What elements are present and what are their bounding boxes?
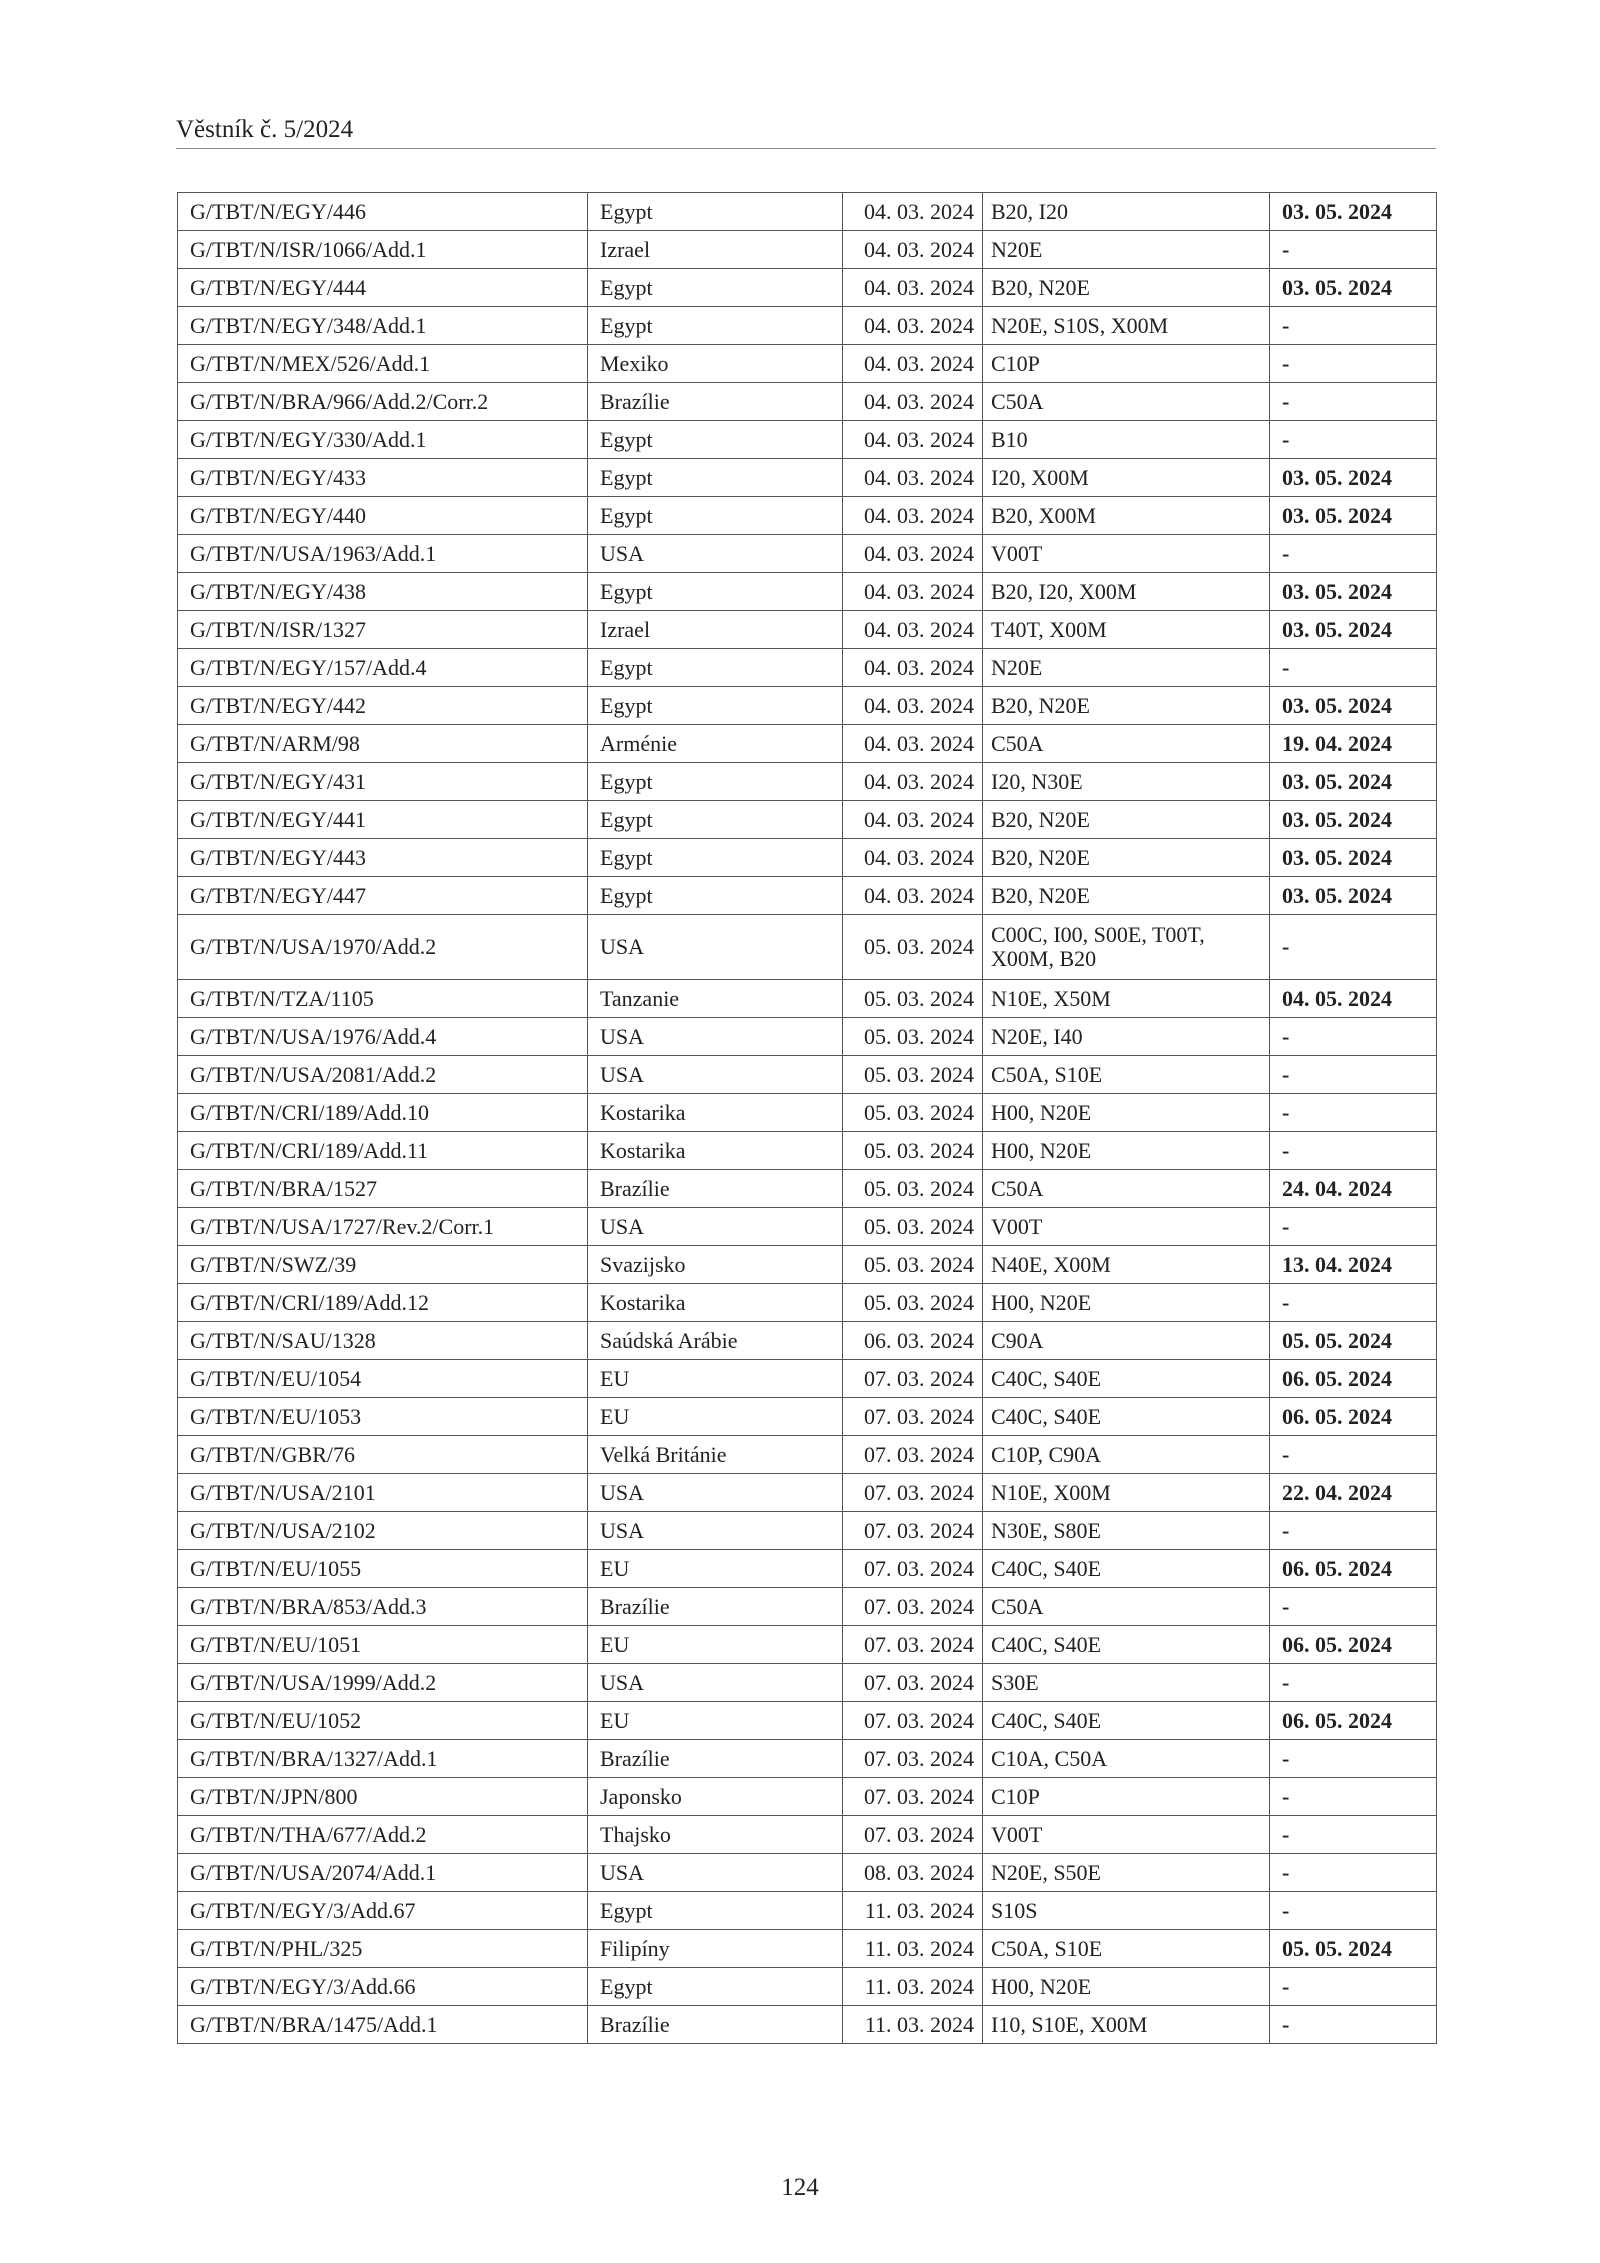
notification-code-cell: G/TBT/N/EU/1051 — [178, 1626, 588, 1664]
comment-deadline-cell: - — [1270, 1132, 1437, 1170]
comment-deadline-cell: 19. 04. 2024 — [1270, 725, 1437, 763]
ics-codes-cell: C10A, C50A — [983, 1740, 1270, 1778]
comment-deadline-cell: - — [1270, 1588, 1437, 1626]
notification-code-cell: G/TBT/N/USA/1970/Add.2 — [178, 915, 588, 980]
notification-date-cell: 07. 03. 2024 — [843, 1626, 983, 1664]
country-cell: USA — [588, 1018, 843, 1056]
notification-date-cell: 04. 03. 2024 — [843, 801, 983, 839]
notification-code-cell: G/TBT/N/EGY/447 — [178, 877, 588, 915]
ics-codes-cell: N30E, S80E — [983, 1512, 1270, 1550]
country-cell: Brazílie — [588, 383, 843, 421]
ics-codes-cell: N40E, X00M — [983, 1246, 1270, 1284]
table-row — [178, 269, 1437, 307]
ics-codes-cell: B20, N20E — [983, 839, 1270, 877]
notification-code-cell: G/TBT/N/BRA/1327/Add.1 — [178, 1740, 588, 1778]
table-row — [178, 231, 1437, 269]
ics-codes-cell: C40C, S40E — [983, 1702, 1270, 1740]
notification-date-cell: 04. 03. 2024 — [843, 725, 983, 763]
notification-date-cell: 04. 03. 2024 — [843, 839, 983, 877]
comment-deadline-cell: - — [1270, 2006, 1437, 2044]
ics-codes-cell: B20, X00M — [983, 497, 1270, 535]
comment-deadline-cell: - — [1270, 1664, 1437, 1702]
comment-deadline-cell: 03. 05. 2024 — [1270, 497, 1437, 535]
comment-deadline-cell: 03. 05. 2024 — [1270, 459, 1437, 497]
ics-codes-cell: C50A — [983, 1170, 1270, 1208]
comment-deadline-cell: 03. 05. 2024 — [1270, 611, 1437, 649]
notification-code-cell: G/TBT/N/CRI/189/Add.12 — [178, 1284, 588, 1322]
ics-codes-cell: I10, S10E, X00M — [983, 2006, 1270, 2044]
comment-deadline-cell: 22. 04. 2024 — [1270, 1474, 1437, 1512]
comment-deadline-cell: 03. 05. 2024 — [1270, 801, 1437, 839]
page-header — [176, 112, 1436, 149]
notification-code-cell: G/TBT/N/BRA/853/Add.3 — [178, 1588, 588, 1626]
notification-code-cell: G/TBT/N/EGY/433 — [178, 459, 588, 497]
ics-codes-cell: V00T — [983, 535, 1270, 573]
table-row — [178, 1132, 1437, 1170]
country-cell: Kostarika — [588, 1284, 843, 1322]
comment-deadline-cell: 06. 05. 2024 — [1270, 1398, 1437, 1436]
notification-code-cell: G/TBT/N/CRI/189/Add.11 — [178, 1132, 588, 1170]
notification-code-cell: G/TBT/N/CRI/189/Add.10 — [178, 1094, 588, 1132]
country-cell: Egypt — [588, 1892, 843, 1930]
notification-date-cell: 11. 03. 2024 — [843, 1968, 983, 2006]
notification-code-cell: G/TBT/N/EGY/330/Add.1 — [178, 421, 588, 459]
ics-codes-cell: C90A — [983, 1322, 1270, 1360]
notification-code-cell: G/TBT/N/BRA/1527 — [178, 1170, 588, 1208]
country-cell: Mexiko — [588, 345, 843, 383]
notification-code-cell: G/TBT/N/SWZ/39 — [178, 1246, 588, 1284]
ics-codes-cell: B20, I20, X00M — [983, 573, 1270, 611]
table-row — [178, 915, 1437, 980]
journal-title: Věstník č. 5/2024 — [176, 116, 354, 143]
ics-codes-cell: B20, N20E — [983, 801, 1270, 839]
notification-date-cell: 07. 03. 2024 — [843, 1740, 983, 1778]
ics-codes-cell: C40C, S40E — [983, 1550, 1270, 1588]
country-cell: EU — [588, 1360, 843, 1398]
country-cell: Izrael — [588, 611, 843, 649]
notification-date-cell: 04. 03. 2024 — [843, 497, 983, 535]
table-row — [178, 1512, 1437, 1550]
table-row — [178, 1550, 1437, 1588]
notification-code-cell: G/TBT/N/USA/2102 — [178, 1512, 588, 1550]
notification-date-cell: 05. 03. 2024 — [843, 1170, 983, 1208]
comment-deadline-cell: 06. 05. 2024 — [1270, 1626, 1437, 1664]
comment-deadline-cell: - — [1270, 231, 1437, 269]
notification-date-cell: 07. 03. 2024 — [843, 1474, 983, 1512]
comment-deadline-cell: - — [1270, 1018, 1437, 1056]
page-number: 124 — [781, 2174, 819, 2201]
table-row — [178, 1284, 1437, 1322]
notification-code-cell: G/TBT/N/EGY/348/Add.1 — [178, 307, 588, 345]
table-row — [178, 459, 1437, 497]
table-row — [178, 1018, 1437, 1056]
ics-codes-cell: C50A — [983, 1588, 1270, 1626]
notification-code-cell: G/TBT/N/EGY/157/Add.4 — [178, 649, 588, 687]
notification-date-cell: 07. 03. 2024 — [843, 1360, 983, 1398]
country-cell: EU — [588, 1398, 843, 1436]
notification-date-cell: 04. 03. 2024 — [843, 649, 983, 687]
table-row — [178, 1892, 1437, 1930]
comment-deadline-cell: - — [1270, 1740, 1437, 1778]
comment-deadline-cell: 03. 05. 2024 — [1270, 687, 1437, 725]
country-cell: Brazílie — [588, 1170, 843, 1208]
comment-deadline-cell: - — [1270, 1436, 1437, 1474]
notification-date-cell: 07. 03. 2024 — [843, 1588, 983, 1626]
notification-code-cell: G/TBT/N/EGY/3/Add.67 — [178, 1892, 588, 1930]
comment-deadline-cell: 03. 05. 2024 — [1270, 763, 1437, 801]
table-row — [178, 611, 1437, 649]
ics-codes-cell: C40C, S40E — [983, 1360, 1270, 1398]
notification-date-cell: 04. 03. 2024 — [843, 763, 983, 801]
country-cell: Egypt — [588, 573, 843, 611]
notification-date-cell: 04. 03. 2024 — [843, 383, 983, 421]
notification-date-cell: 11. 03. 2024 — [843, 1892, 983, 1930]
table-row — [178, 345, 1437, 383]
table-row — [178, 1588, 1437, 1626]
country-cell: Egypt — [588, 839, 843, 877]
country-cell: Egypt — [588, 307, 843, 345]
country-cell: Svazijsko — [588, 1246, 843, 1284]
ics-codes-cell: C50A — [983, 383, 1270, 421]
comment-deadline-cell: - — [1270, 1968, 1437, 2006]
country-cell: Egypt — [588, 269, 843, 307]
comment-deadline-cell: - — [1270, 1816, 1437, 1854]
country-cell: Egypt — [588, 497, 843, 535]
ics-codes-cell: C10P, C90A — [983, 1436, 1270, 1474]
country-cell: Egypt — [588, 421, 843, 459]
notification-date-cell: 07. 03. 2024 — [843, 1436, 983, 1474]
table-row — [178, 980, 1437, 1018]
table-row — [178, 1094, 1437, 1132]
ics-codes-cell: V00T — [983, 1816, 1270, 1854]
notifications-table — [177, 192, 1437, 2044]
notification-date-cell: 05. 03. 2024 — [843, 1056, 983, 1094]
notification-code-cell: G/TBT/N/EGY/446 — [178, 193, 588, 231]
notification-code-cell: G/TBT/N/EU/1052 — [178, 1702, 588, 1740]
ics-codes-cell: B20, I20 — [983, 193, 1270, 231]
notification-code-cell: G/TBT/N/EGY/440 — [178, 497, 588, 535]
notification-date-cell: 04. 03. 2024 — [843, 421, 983, 459]
notification-date-cell: 04. 03. 2024 — [843, 877, 983, 915]
ics-codes-cell: C10P — [983, 1778, 1270, 1816]
country-cell: Arménie — [588, 725, 843, 763]
notification-date-cell: 08. 03. 2024 — [843, 1854, 983, 1892]
notification-code-cell: G/TBT/N/USA/1727/Rev.2/Corr.1 — [178, 1208, 588, 1246]
country-cell: Brazílie — [588, 2006, 843, 2044]
ics-codes-cell: V00T — [983, 1208, 1270, 1246]
ics-codes-cell: N20E, S10S, X00M — [983, 307, 1270, 345]
table-row — [178, 1056, 1437, 1094]
comment-deadline-cell: 06. 05. 2024 — [1270, 1702, 1437, 1740]
notification-date-cell: 05. 03. 2024 — [843, 1018, 983, 1056]
notification-code-cell: G/TBT/N/USA/2074/Add.1 — [178, 1854, 588, 1892]
comment-deadline-cell: 04. 05. 2024 — [1270, 980, 1437, 1018]
comment-deadline-cell: 05. 05. 2024 — [1270, 1930, 1437, 1968]
comment-deadline-cell: 03. 05. 2024 — [1270, 193, 1437, 231]
notification-code-cell: G/TBT/N/EU/1053 — [178, 1398, 588, 1436]
table-row — [178, 1816, 1437, 1854]
notification-code-cell: G/TBT/N/EGY/444 — [178, 269, 588, 307]
ics-codes-cell: C40C, S40E — [983, 1398, 1270, 1436]
country-cell: Brazílie — [588, 1588, 843, 1626]
table-row — [178, 1170, 1437, 1208]
table-row — [178, 1740, 1437, 1778]
comment-deadline-cell: - — [1270, 1056, 1437, 1094]
ics-codes-cell: H00, N20E — [983, 1132, 1270, 1170]
notification-date-cell: 04. 03. 2024 — [843, 345, 983, 383]
comment-deadline-cell: - — [1270, 1854, 1437, 1892]
notification-date-cell: 04. 03. 2024 — [843, 307, 983, 345]
ics-codes-cell: T40T, X00M — [983, 611, 1270, 649]
table-row — [178, 839, 1437, 877]
table-row — [178, 1854, 1437, 1892]
table-row — [178, 1246, 1437, 1284]
notification-code-cell: G/TBT/N/SAU/1328 — [178, 1322, 588, 1360]
ics-codes-cell: H00, N20E — [983, 1284, 1270, 1322]
notification-code-cell: G/TBT/N/USA/2081/Add.2 — [178, 1056, 588, 1094]
notification-date-cell: 04. 03. 2024 — [843, 535, 983, 573]
ics-codes-cell: B20, N20E — [983, 269, 1270, 307]
country-cell: Izrael — [588, 231, 843, 269]
notification-code-cell: G/TBT/N/THA/677/Add.2 — [178, 1816, 588, 1854]
notification-date-cell: 05. 03. 2024 — [843, 1246, 983, 1284]
table-row — [178, 649, 1437, 687]
notification-code-cell: G/TBT/N/EU/1055 — [178, 1550, 588, 1588]
table-row — [178, 1930, 1437, 1968]
notification-date-cell: 04. 03. 2024 — [843, 231, 983, 269]
ics-codes-cell: S30E — [983, 1664, 1270, 1702]
notification-date-cell: 07. 03. 2024 — [843, 1512, 983, 1550]
notification-code-cell: G/TBT/N/ARM/98 — [178, 725, 588, 763]
table-row — [178, 1436, 1437, 1474]
comment-deadline-cell: - — [1270, 535, 1437, 573]
country-cell: Brazílie — [588, 1740, 843, 1778]
country-cell: USA — [588, 1664, 843, 1702]
country-cell: Japonsko — [588, 1778, 843, 1816]
table-row — [178, 193, 1437, 231]
country-cell: USA — [588, 1208, 843, 1246]
notification-date-cell: 06. 03. 2024 — [843, 1322, 983, 1360]
table-row — [178, 1398, 1437, 1436]
country-cell: USA — [588, 1474, 843, 1512]
country-cell: Egypt — [588, 763, 843, 801]
country-cell: Egypt — [588, 649, 843, 687]
country-cell: USA — [588, 1056, 843, 1094]
notification-code-cell: G/TBT/N/BRA/966/Add.2/Corr.2 — [178, 383, 588, 421]
ics-codes-cell: H00, N20E — [983, 1968, 1270, 2006]
notification-code-cell: G/TBT/N/GBR/76 — [178, 1436, 588, 1474]
table-row — [178, 1702, 1437, 1740]
comment-deadline-cell: - — [1270, 1512, 1437, 1550]
table-row — [178, 1474, 1437, 1512]
notification-date-cell: 11. 03. 2024 — [843, 1930, 983, 1968]
notification-date-cell: 05. 03. 2024 — [843, 980, 983, 1018]
comment-deadline-cell: 03. 05. 2024 — [1270, 269, 1437, 307]
notification-date-cell: 05. 03. 2024 — [843, 1094, 983, 1132]
country-cell: Egypt — [588, 801, 843, 839]
ics-codes-cell: N20E — [983, 649, 1270, 687]
comment-deadline-cell: 06. 05. 2024 — [1270, 1550, 1437, 1588]
notification-code-cell: G/TBT/N/EU/1054 — [178, 1360, 588, 1398]
notification-code-cell: G/TBT/N/JPN/800 — [178, 1778, 588, 1816]
ics-codes-cell: N10E, X50M — [983, 980, 1270, 1018]
notification-date-cell: 05. 03. 2024 — [843, 915, 983, 980]
country-cell: Egypt — [588, 687, 843, 725]
table-row — [178, 1626, 1437, 1664]
table-row — [178, 801, 1437, 839]
ics-codes-cell: C50A, S10E — [983, 1056, 1270, 1094]
ics-codes-cell: N20E, S50E — [983, 1854, 1270, 1892]
comment-deadline-cell: 05. 05. 2024 — [1270, 1322, 1437, 1360]
notification-date-cell: 07. 03. 2024 — [843, 1550, 983, 1588]
notification-date-cell: 07. 03. 2024 — [843, 1664, 983, 1702]
notification-code-cell: G/TBT/N/PHL/325 — [178, 1930, 588, 1968]
notification-code-cell: G/TBT/N/EGY/3/Add.66 — [178, 1968, 588, 2006]
notification-code-cell: G/TBT/N/USA/1976/Add.4 — [178, 1018, 588, 1056]
notification-date-cell: 07. 03. 2024 — [843, 1778, 983, 1816]
comment-deadline-cell: - — [1270, 1778, 1437, 1816]
comment-deadline-cell: - — [1270, 1892, 1437, 1930]
notification-date-cell: 05. 03. 2024 — [843, 1132, 983, 1170]
notification-date-cell: 05. 03. 2024 — [843, 1208, 983, 1246]
country-cell: Egypt — [588, 193, 843, 231]
comment-deadline-cell: - — [1270, 915, 1437, 980]
table-row — [178, 1360, 1437, 1398]
comment-deadline-cell: 24. 04. 2024 — [1270, 1170, 1437, 1208]
country-cell: Egypt — [588, 877, 843, 915]
comment-deadline-cell: - — [1270, 1208, 1437, 1246]
comment-deadline-cell: 03. 05. 2024 — [1270, 877, 1437, 915]
country-cell: Kostarika — [588, 1132, 843, 1170]
notification-date-cell: 05. 03. 2024 — [843, 1284, 983, 1322]
notification-code-cell: G/TBT/N/EGY/431 — [178, 763, 588, 801]
country-cell: USA — [588, 1854, 843, 1892]
ics-codes-cell: C50A, S10E — [983, 1930, 1270, 1968]
country-cell: Velká Británie — [588, 1436, 843, 1474]
comment-deadline-cell: - — [1270, 307, 1437, 345]
notification-date-cell: 07. 03. 2024 — [843, 1702, 983, 1740]
comment-deadline-cell: - — [1270, 421, 1437, 459]
ics-codes-cell: I20, X00M — [983, 459, 1270, 497]
country-cell: Egypt — [588, 459, 843, 497]
notification-code-cell: G/TBT/N/USA/1963/Add.1 — [178, 535, 588, 573]
comment-deadline-cell: 03. 05. 2024 — [1270, 573, 1437, 611]
ics-codes-cell: H00, N20E — [983, 1094, 1270, 1132]
table-row — [178, 1778, 1437, 1816]
country-cell: Thajsko — [588, 1816, 843, 1854]
comment-deadline-cell: - — [1270, 1284, 1437, 1322]
country-cell: EU — [588, 1550, 843, 1588]
notification-date-cell: 04. 03. 2024 — [843, 193, 983, 231]
table-body — [178, 193, 1437, 2044]
country-cell: Filipíny — [588, 1930, 843, 1968]
comment-deadline-cell: 03. 05. 2024 — [1270, 839, 1437, 877]
table-row — [178, 1208, 1437, 1246]
ics-codes-cell: C10P — [983, 345, 1270, 383]
ics-codes-cell: B20, N20E — [983, 687, 1270, 725]
country-cell: USA — [588, 535, 843, 573]
ics-codes-cell: N20E, I40 — [983, 1018, 1270, 1056]
comment-deadline-cell: - — [1270, 649, 1437, 687]
country-cell: Saúdská Arábie — [588, 1322, 843, 1360]
notification-date-cell: 04. 03. 2024 — [843, 459, 983, 497]
comment-deadline-cell: 13. 04. 2024 — [1270, 1246, 1437, 1284]
notification-code-cell: G/TBT/N/ISR/1327 — [178, 611, 588, 649]
country-cell: EU — [588, 1702, 843, 1740]
country-cell: EU — [588, 1626, 843, 1664]
table-row — [178, 687, 1437, 725]
table-row — [178, 383, 1437, 421]
notification-date-cell: 07. 03. 2024 — [843, 1398, 983, 1436]
comment-deadline-cell: - — [1270, 383, 1437, 421]
notification-code-cell: G/TBT/N/MEX/526/Add.1 — [178, 345, 588, 383]
ics-codes-cell: C00C, I00, S00E, T00T, X00M, B20 — [983, 915, 1270, 980]
ics-codes-cell: S10S — [983, 1892, 1270, 1930]
country-cell: Tanzanie — [588, 980, 843, 1018]
notification-code-cell: G/TBT/N/EGY/441 — [178, 801, 588, 839]
table-row — [178, 421, 1437, 459]
table-row — [178, 1322, 1437, 1360]
notification-date-cell: 04. 03. 2024 — [843, 687, 983, 725]
ics-codes-cell: N10E, X00M — [983, 1474, 1270, 1512]
ics-codes-cell: B20, N20E — [983, 877, 1270, 915]
table-row — [178, 1968, 1437, 2006]
table-row — [178, 497, 1437, 535]
ics-codes-cell: C50A — [983, 725, 1270, 763]
table-row — [178, 307, 1437, 345]
notification-code-cell: G/TBT/N/BRA/1475/Add.1 — [178, 2006, 588, 2044]
table-row — [178, 725, 1437, 763]
notification-date-cell: 04. 03. 2024 — [843, 573, 983, 611]
notification-code-cell: G/TBT/N/EGY/443 — [178, 839, 588, 877]
ics-codes-cell: B10 — [983, 421, 1270, 459]
table-row — [178, 535, 1437, 573]
comment-deadline-cell: 06. 05. 2024 — [1270, 1360, 1437, 1398]
country-cell: Kostarika — [588, 1094, 843, 1132]
notification-code-cell: G/TBT/N/TZA/1105 — [178, 980, 588, 1018]
ics-codes-cell: C40C, S40E — [983, 1626, 1270, 1664]
notification-date-cell: 04. 03. 2024 — [843, 269, 983, 307]
table-row — [178, 1664, 1437, 1702]
country-cell: Egypt — [588, 1968, 843, 2006]
notification-code-cell: G/TBT/N/EGY/438 — [178, 573, 588, 611]
table-row — [178, 2006, 1437, 2044]
notification-code-cell: G/TBT/N/EGY/442 — [178, 687, 588, 725]
notification-date-cell: 07. 03. 2024 — [843, 1816, 983, 1854]
country-cell: USA — [588, 915, 843, 980]
table-row — [178, 877, 1437, 915]
notification-code-cell: G/TBT/N/USA/1999/Add.2 — [178, 1664, 588, 1702]
comment-deadline-cell: - — [1270, 345, 1437, 383]
ics-codes-cell: N20E — [983, 231, 1270, 269]
notification-code-cell: G/TBT/N/USA/2101 — [178, 1474, 588, 1512]
table-row — [178, 573, 1437, 611]
notification-code-cell: G/TBT/N/ISR/1066/Add.1 — [178, 231, 588, 269]
comment-deadline-cell: - — [1270, 1094, 1437, 1132]
ics-codes-cell: I20, N30E — [983, 763, 1270, 801]
notification-date-cell: 04. 03. 2024 — [843, 611, 983, 649]
table-row — [178, 763, 1437, 801]
country-cell: USA — [588, 1512, 843, 1550]
notification-date-cell: 11. 03. 2024 — [843, 2006, 983, 2044]
